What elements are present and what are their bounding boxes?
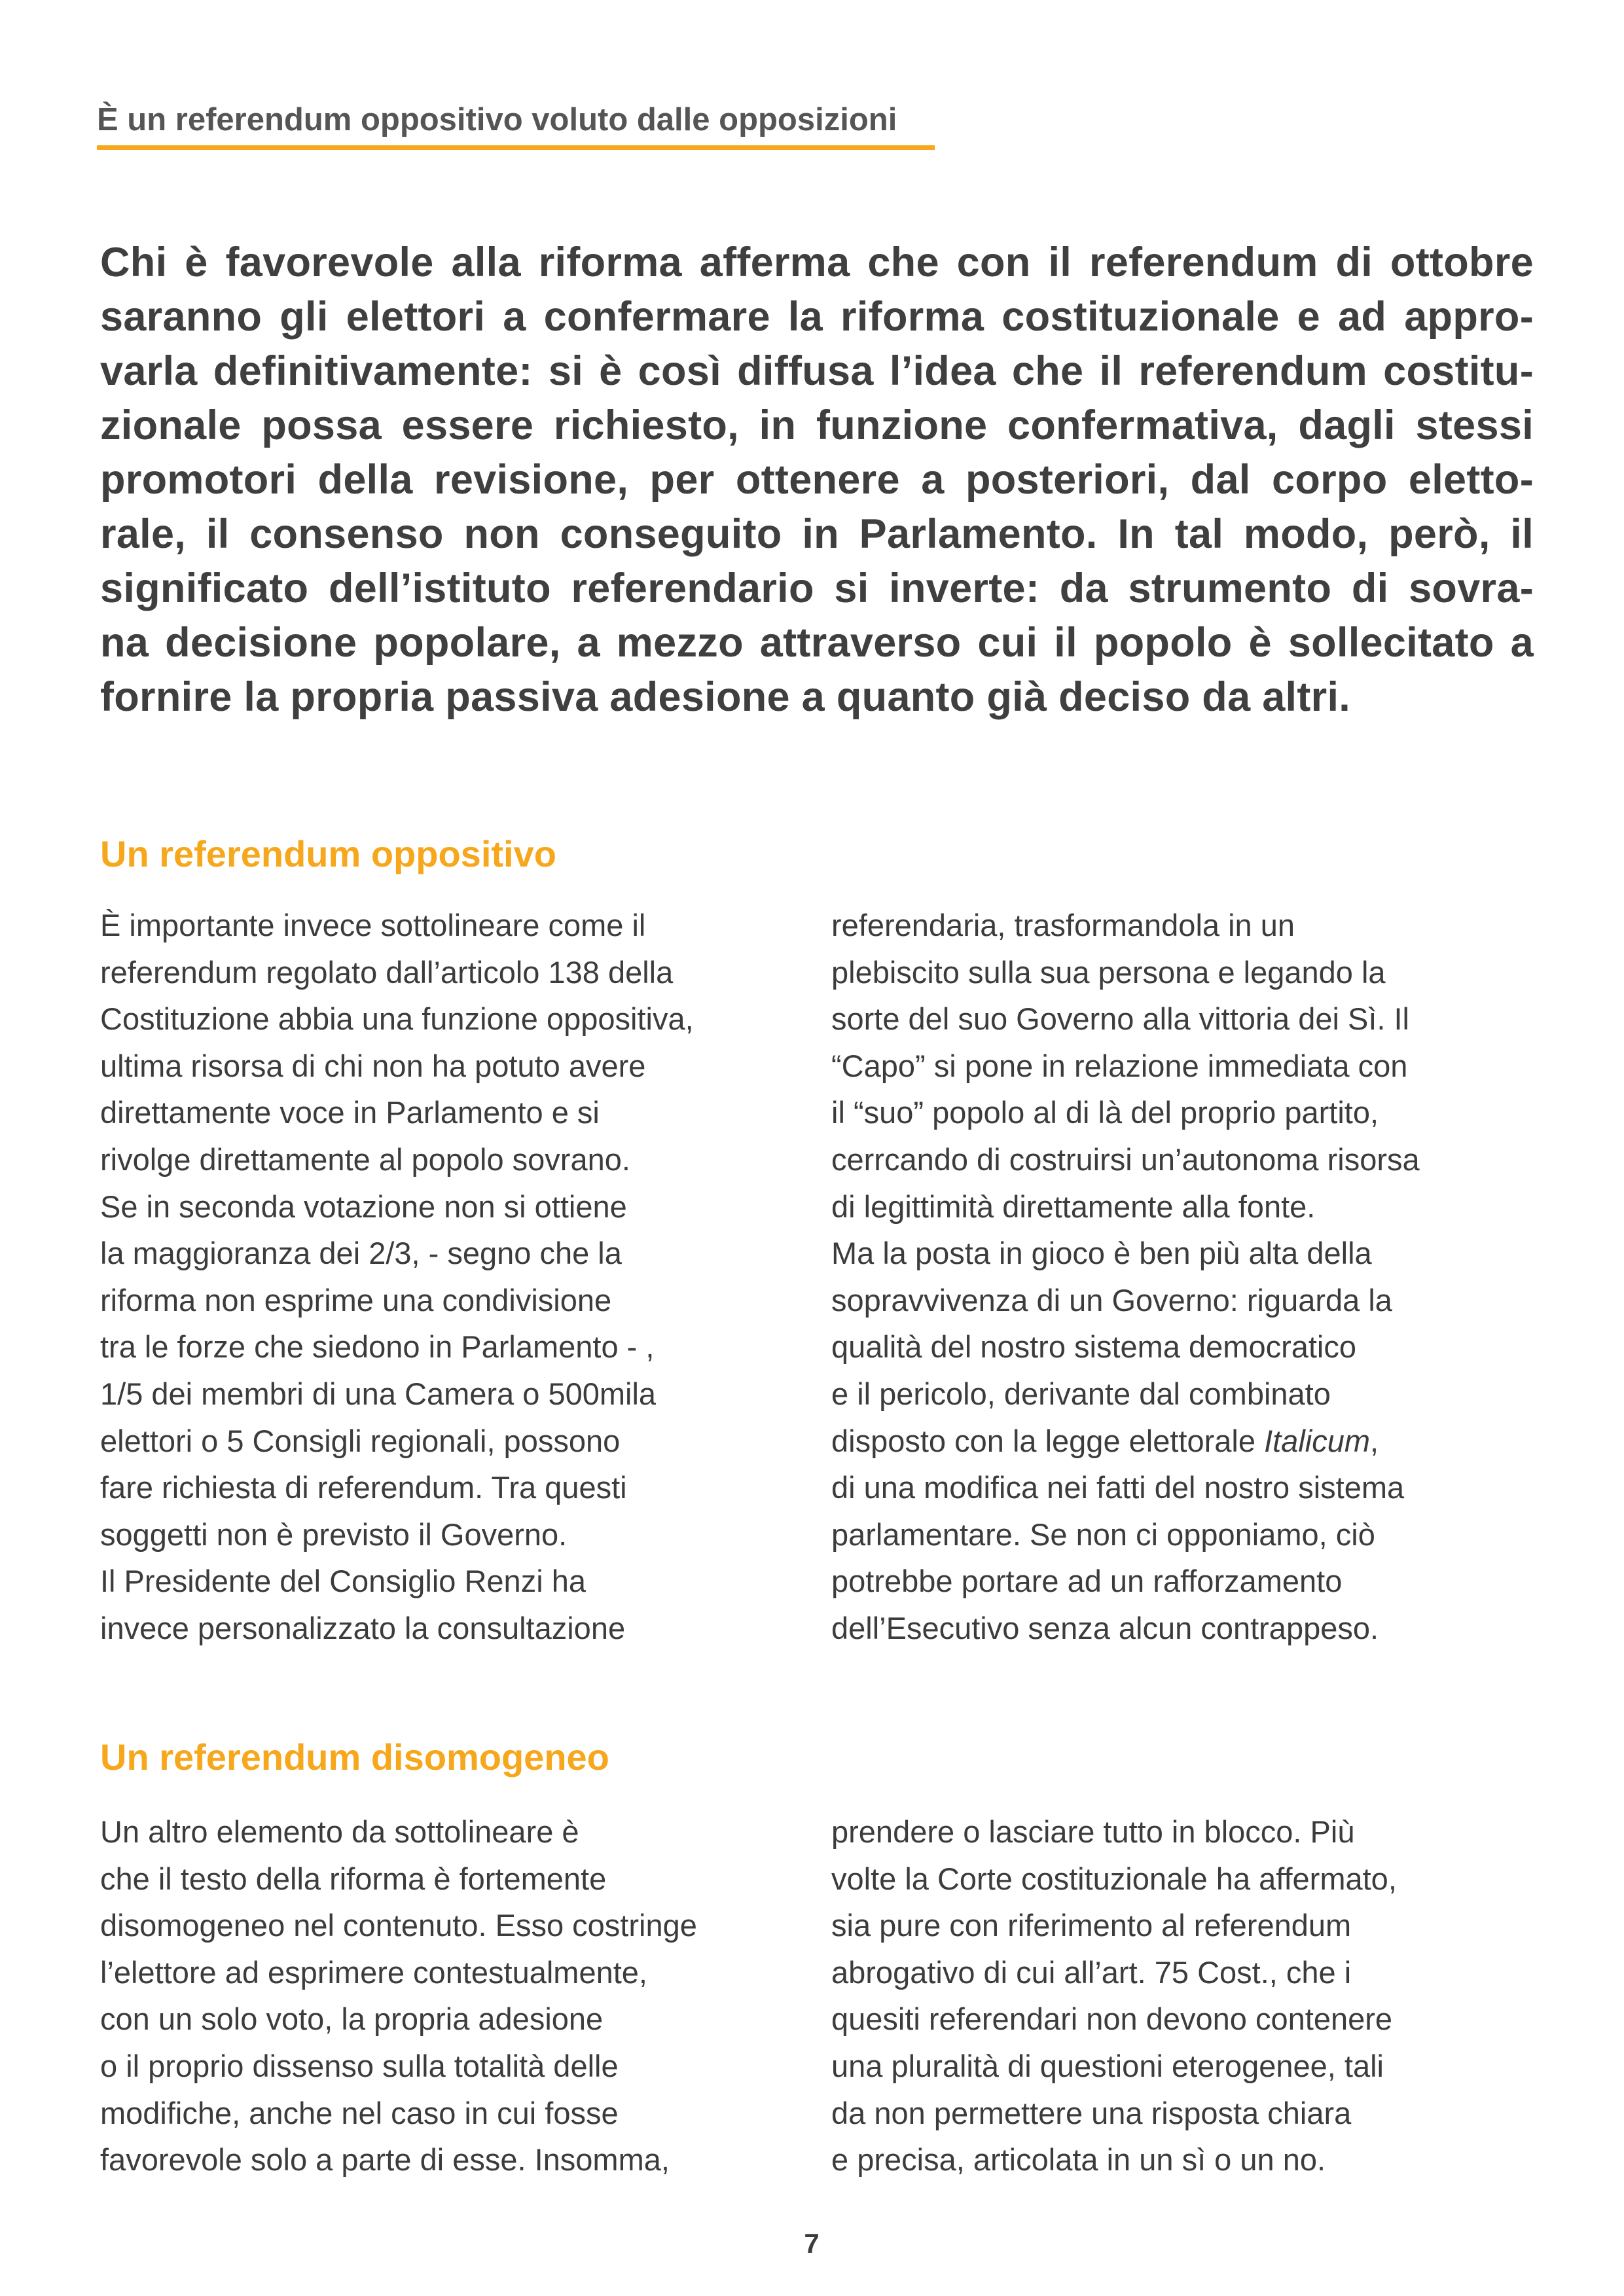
section-2-left-column [100, 1808, 814, 2183]
body-text: disposto con la legge elettorale [831, 1423, 1265, 1458]
page-number: 7 [804, 2228, 820, 2259]
body-line: qualità del nostro sistema democratico [831, 1329, 1357, 1365]
intro-line: fornire la propria passiva adesione a quanto già deciso da altri. [100, 674, 1351, 720]
running-header: È un referendum oppositivo voluto dalle opposizioni [97, 102, 897, 137]
italic-term: Italicum [1264, 1423, 1370, 1458]
body-line: quesiti referendari non devono contenere [831, 2001, 1393, 2037]
body-line: il “suo” popolo al di là del proprio partito, [831, 1095, 1379, 1130]
body-line: sorte del suo Governo alla vittoria dei Sì. Il [831, 1001, 1409, 1037]
section-heading-disomogeneo: Un referendum disomogeneo [100, 1736, 609, 1778]
intro-line: Chi è favorevole alla riforma afferma che con il referendum di ottobre [100, 240, 1534, 285]
body-line: che il testo della riforma è fortemente [100, 1861, 607, 1896]
body-line: sopravvivenza di un Governo: riguarda la [831, 1282, 1392, 1318]
body-line: una pluralità di questioni eterogenee, tali [831, 2048, 1384, 2083]
body-line: di una modifica nei fatti del nostro sistema [831, 1470, 1405, 1505]
body-line [831, 1418, 1545, 1465]
intro-line: significato dell’istituto referendario si inverte: da strumento di sovra- [100, 565, 1534, 611]
body-line: ultima risorsa di chi non ha potuto avere [100, 1048, 646, 1083]
body-line: modifiche, anche nel caso in cui fosse [100, 2095, 619, 2130]
body-line: Ma la posta in gioco è ben più alta della [831, 1236, 1372, 1271]
body-line: “Capo” si pone in relazione immediata con [831, 1048, 1408, 1083]
body-line: con un solo voto, la propria adesione [100, 2001, 604, 2037]
body-line: la maggioranza dei 2/3, - segno che la [100, 1236, 622, 1271]
body-line: potrebbe portare ad un rafforzamento [831, 1564, 1343, 1599]
body-line: 1/5 dei membri di una Camera o 500mila [100, 1376, 657, 1411]
body-line: o il proprio dissenso sulla totalità delle [100, 2048, 619, 2083]
body-line: l’elettore ad esprimere contestualmente, [100, 1954, 647, 1990]
intro-line: varla definitivamente: si è così diffusa l’idea che il referendum costitu- [100, 348, 1534, 394]
body-line: direttamente voce in Parlamento e si [100, 1095, 600, 1130]
body-text: , [1370, 1423, 1379, 1458]
header-underline [97, 145, 935, 150]
body-line: Se in seconda votazione non si ottiene [100, 1189, 627, 1224]
body-line: referendum regolato dall’articolo 138 della [100, 954, 674, 990]
body-line: elettori o 5 Consigli regionali, possono [100, 1423, 621, 1458]
body-line: di legittimità direttamente alla fonte. [831, 1189, 1316, 1224]
body-line: Un altro elemento da sottolineare è [100, 1814, 579, 1849]
section-heading-oppositivo: Un referendum oppositivo [100, 833, 556, 874]
intro-line: rale, il consenso non conseguito in Parlamento. In tal modo, però, il [100, 511, 1534, 557]
section-1-left-column [100, 902, 814, 1652]
body-line: parlamentare. Se non ci opponiamo, ciò [831, 1516, 1375, 1552]
body-line: abrogativo di cui all’art. 75 Cost., che i [831, 1954, 1352, 1990]
intro-line: promotori della revisione, per ottenere a posteriori, dal corpo eletto- [100, 457, 1534, 503]
body-line: cerrcando di costruirsi un’autonoma risorsa [831, 1141, 1420, 1177]
body-line: favorevole solo a parte di esse. Insomma, [100, 2142, 670, 2178]
body-line: rivolge direttamente al popolo sovrano. [100, 1141, 630, 1177]
body-line: volte la Corte costituzionale ha affermato, [831, 1861, 1397, 1896]
body-line: da non permettere una risposta chiara [831, 2095, 1352, 2130]
intro-line: zionale possa essere richiesto, in funzione confermativa, dagli stessi [100, 403, 1534, 448]
body-line: fare richiesta di referendum. Tra questi [100, 1470, 627, 1505]
body-line: riforma non esprime una condivisione [100, 1282, 612, 1318]
body-line: tra le forze che siedono in Parlamento - , [100, 1329, 655, 1365]
section-2-right-column [831, 1808, 1545, 2183]
body-line: Costituzione abbia una funzione oppositiva, [100, 1001, 694, 1037]
body-line: invece personalizzato la consultazione [100, 1610, 626, 1645]
body-line: plebiscito sulla sua persona e legando la [831, 954, 1386, 990]
body-line: e il pericolo, derivante dal combinato [831, 1376, 1331, 1411]
section-1-right-column [831, 902, 1545, 1652]
body-line: dell’Esecutivo senza alcun contrappeso. [831, 1610, 1379, 1645]
intro-line: na decisione popolare, a mezzo attraverso cui il popolo è sollecitato a [100, 620, 1534, 666]
body-line: Il Presidente del Consiglio Renzi ha [100, 1564, 586, 1599]
body-line: prendere o lasciare tutto in blocco. Più [831, 1814, 1355, 1849]
body-line: sia pure con riferimento al referendum [831, 1908, 1352, 1943]
intro-paragraph [100, 236, 1534, 725]
body-line: disomogeneo nel contenuto. Esso costringe [100, 1908, 697, 1943]
intro-line: saranno gli elettori a confermare la riforma costituzionale e ad appro- [100, 294, 1534, 340]
body-line: soggetti non è previsto il Governo. [100, 1516, 568, 1552]
body-line: È importante invece sottolineare come il [100, 908, 646, 942]
body-line: e precisa, articolata in un sì o un no. [831, 2142, 1326, 2178]
body-line: referendaria, trasformandola in un [831, 908, 1295, 942]
